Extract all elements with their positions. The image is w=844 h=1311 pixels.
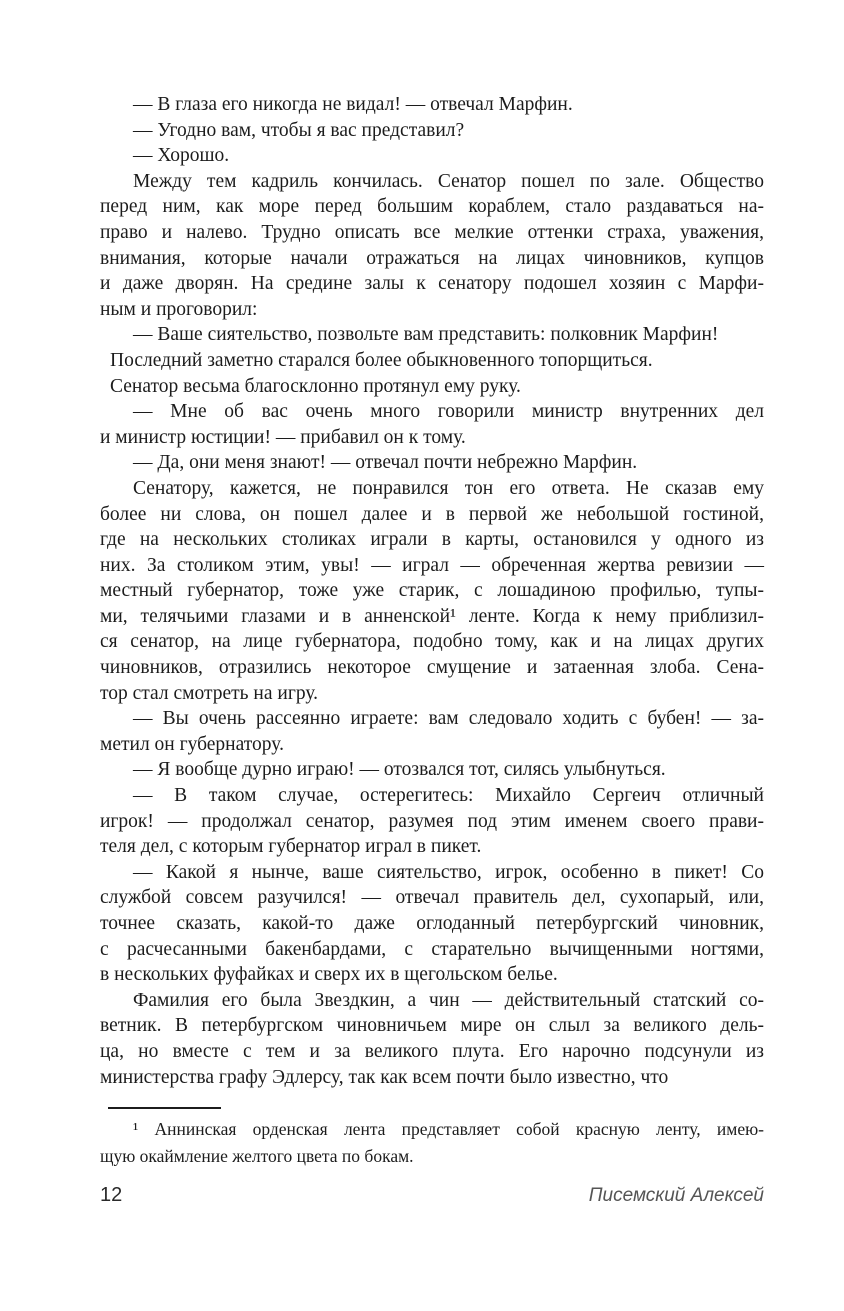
text-line: — Да, они меня знают! — отвечал почти небрежно Марфин. <box>133 452 638 474</box>
paragraph <box>100 476 764 706</box>
text-line: местный губернатор, тоже уже старик, с лошадиною профилью, тупы- <box>100 580 764 602</box>
text-line: внимания, которые начали отражаться на лицах чиновников, купцов <box>100 247 764 269</box>
text-line: и даже дворян. На средине залы к сенатору подошел хозяин с Марфи- <box>100 273 764 295</box>
text-line: — В таком случае, остерегитесь: Михайло Сергеич отличный <box>133 785 764 807</box>
paragraph <box>100 169 764 323</box>
text-line: право и налево. Трудно описать все мелкие оттенки страха, уважения, <box>100 221 764 243</box>
text-line: Последний заметно старался более обыкновенного топорщиться. <box>110 349 653 371</box>
text-line: тор стал смотреть на игру. <box>100 682 318 704</box>
text-line: где на нескольких столиках играли в карты, остановился у одного из <box>100 529 764 551</box>
text-line: Сенатору, кажется, не понравился тон его ответа. Не сказав ему <box>133 477 764 499</box>
text-line: теля дел, с которым губернатор играл в пикет. <box>100 836 482 858</box>
text-line: службой совсем разучился! — отвечал правитель дел, сухопарый, или, <box>100 887 764 909</box>
text-line: ¹ Аннинская орденская лента представляет собой красную ленту, имею- <box>133 1119 764 1139</box>
paragraph <box>100 399 764 450</box>
paragraph <box>100 322 764 348</box>
text-line: ми, телячьими глазами и в анненской¹ ленте. Когда к нему приблизил- <box>100 605 764 627</box>
paragraph <box>100 143 764 169</box>
text-line: ным и проговорил: <box>100 298 258 320</box>
author-name: Писемский Алексей <box>588 1185 764 1206</box>
footnote-paragraph <box>100 1116 764 1170</box>
text-line: с расчесанными бакенбардами, с старательно вычищенными ногтями, <box>100 938 764 960</box>
text-line: Фамилия его была Звездкин, а чин — действительный статский со- <box>133 989 764 1011</box>
text-line: чиновников, отразились некоторое смущение и затаенная злоба. Сена- <box>100 657 764 679</box>
text-line: ся сенатор, на лице губернатора, подобно тому, как и на лицах других <box>100 631 764 653</box>
text-line: точнее сказать, какой-то даже оглоданный петербургский чиновник, <box>100 913 764 934</box>
footnote-separator-rule <box>108 1107 221 1109</box>
paragraph <box>100 757 764 783</box>
paragraph <box>100 783 764 860</box>
text-line: — Хорошо. <box>133 145 230 167</box>
text-line: них. За столиком этим, увы! — играл — обреченная жертва ревизии — <box>100 554 764 576</box>
text-line: — Я вообще дурно играю! — отозвался тот, силясь улыбнуться. <box>133 759 666 781</box>
text-line: — Мне об вас очень много говорили министр внутренних дел <box>133 401 764 423</box>
paragraph <box>100 374 764 400</box>
text-line: — Ваше сиятельство, позвольте вам представить: полковник Марфин! <box>133 324 719 346</box>
paragraph <box>100 860 764 988</box>
text-line: ветник. В петербургском чиновничьем мире он слыл за великого дель- <box>100 1015 764 1037</box>
text-line: игрок! — продолжал сенатор, разумея под этим именем своего прави- <box>100 810 764 832</box>
paragraph <box>100 92 764 118</box>
text-line: — В глаза его никогда не видал! — отвечал Марфин. <box>133 94 573 115</box>
text-line: и министр юстиции! — прибавил он к тому. <box>100 426 466 448</box>
page-number: 12 <box>100 1184 123 1206</box>
page-footer <box>100 1184 764 1207</box>
text-line: министерства графу Эдлерсу, так как всем почти было известно, что <box>100 1066 669 1088</box>
text-line: Между тем кадриль кончилась. Сенатор пошел по зале. Общество <box>133 170 764 192</box>
paragraph <box>100 450 764 476</box>
paragraph <box>100 706 764 757</box>
text-line: щую окаймление желтого цвета по бокам. <box>100 1146 414 1166</box>
footnote <box>100 1116 764 1170</box>
text-line: ца, но вместе с тем и за великого плута. Его нарочно подсунули из <box>100 1040 764 1062</box>
body-text <box>100 92 764 1090</box>
text-line: Сенатор весьма благосклонно протянул ему руку. <box>110 375 521 397</box>
paragraph <box>100 118 764 144</box>
paragraph <box>100 988 764 1090</box>
text-line: — Угодно вам, чтобы я вас представил? <box>133 119 465 141</box>
text-line: — Вы очень рассеянно играете: вам следовало ходить с бубен! — за- <box>133 708 764 730</box>
text-line: более ни слова, он пошел далее и в первой же небольшой гостиной, <box>100 503 764 525</box>
text-line: в нескольких фуфайках и сверх их в щегольском белье. <box>100 964 558 986</box>
text-line: перед ним, как море перед большим кораблем, стало раздаваться на- <box>100 196 764 218</box>
text-line: метил он губернатору. <box>100 733 284 755</box>
paragraph <box>100 348 764 374</box>
text-line: — Какой я нынче, ваше сиятельство, игрок, особенно в пикет! Со <box>133 861 764 883</box>
